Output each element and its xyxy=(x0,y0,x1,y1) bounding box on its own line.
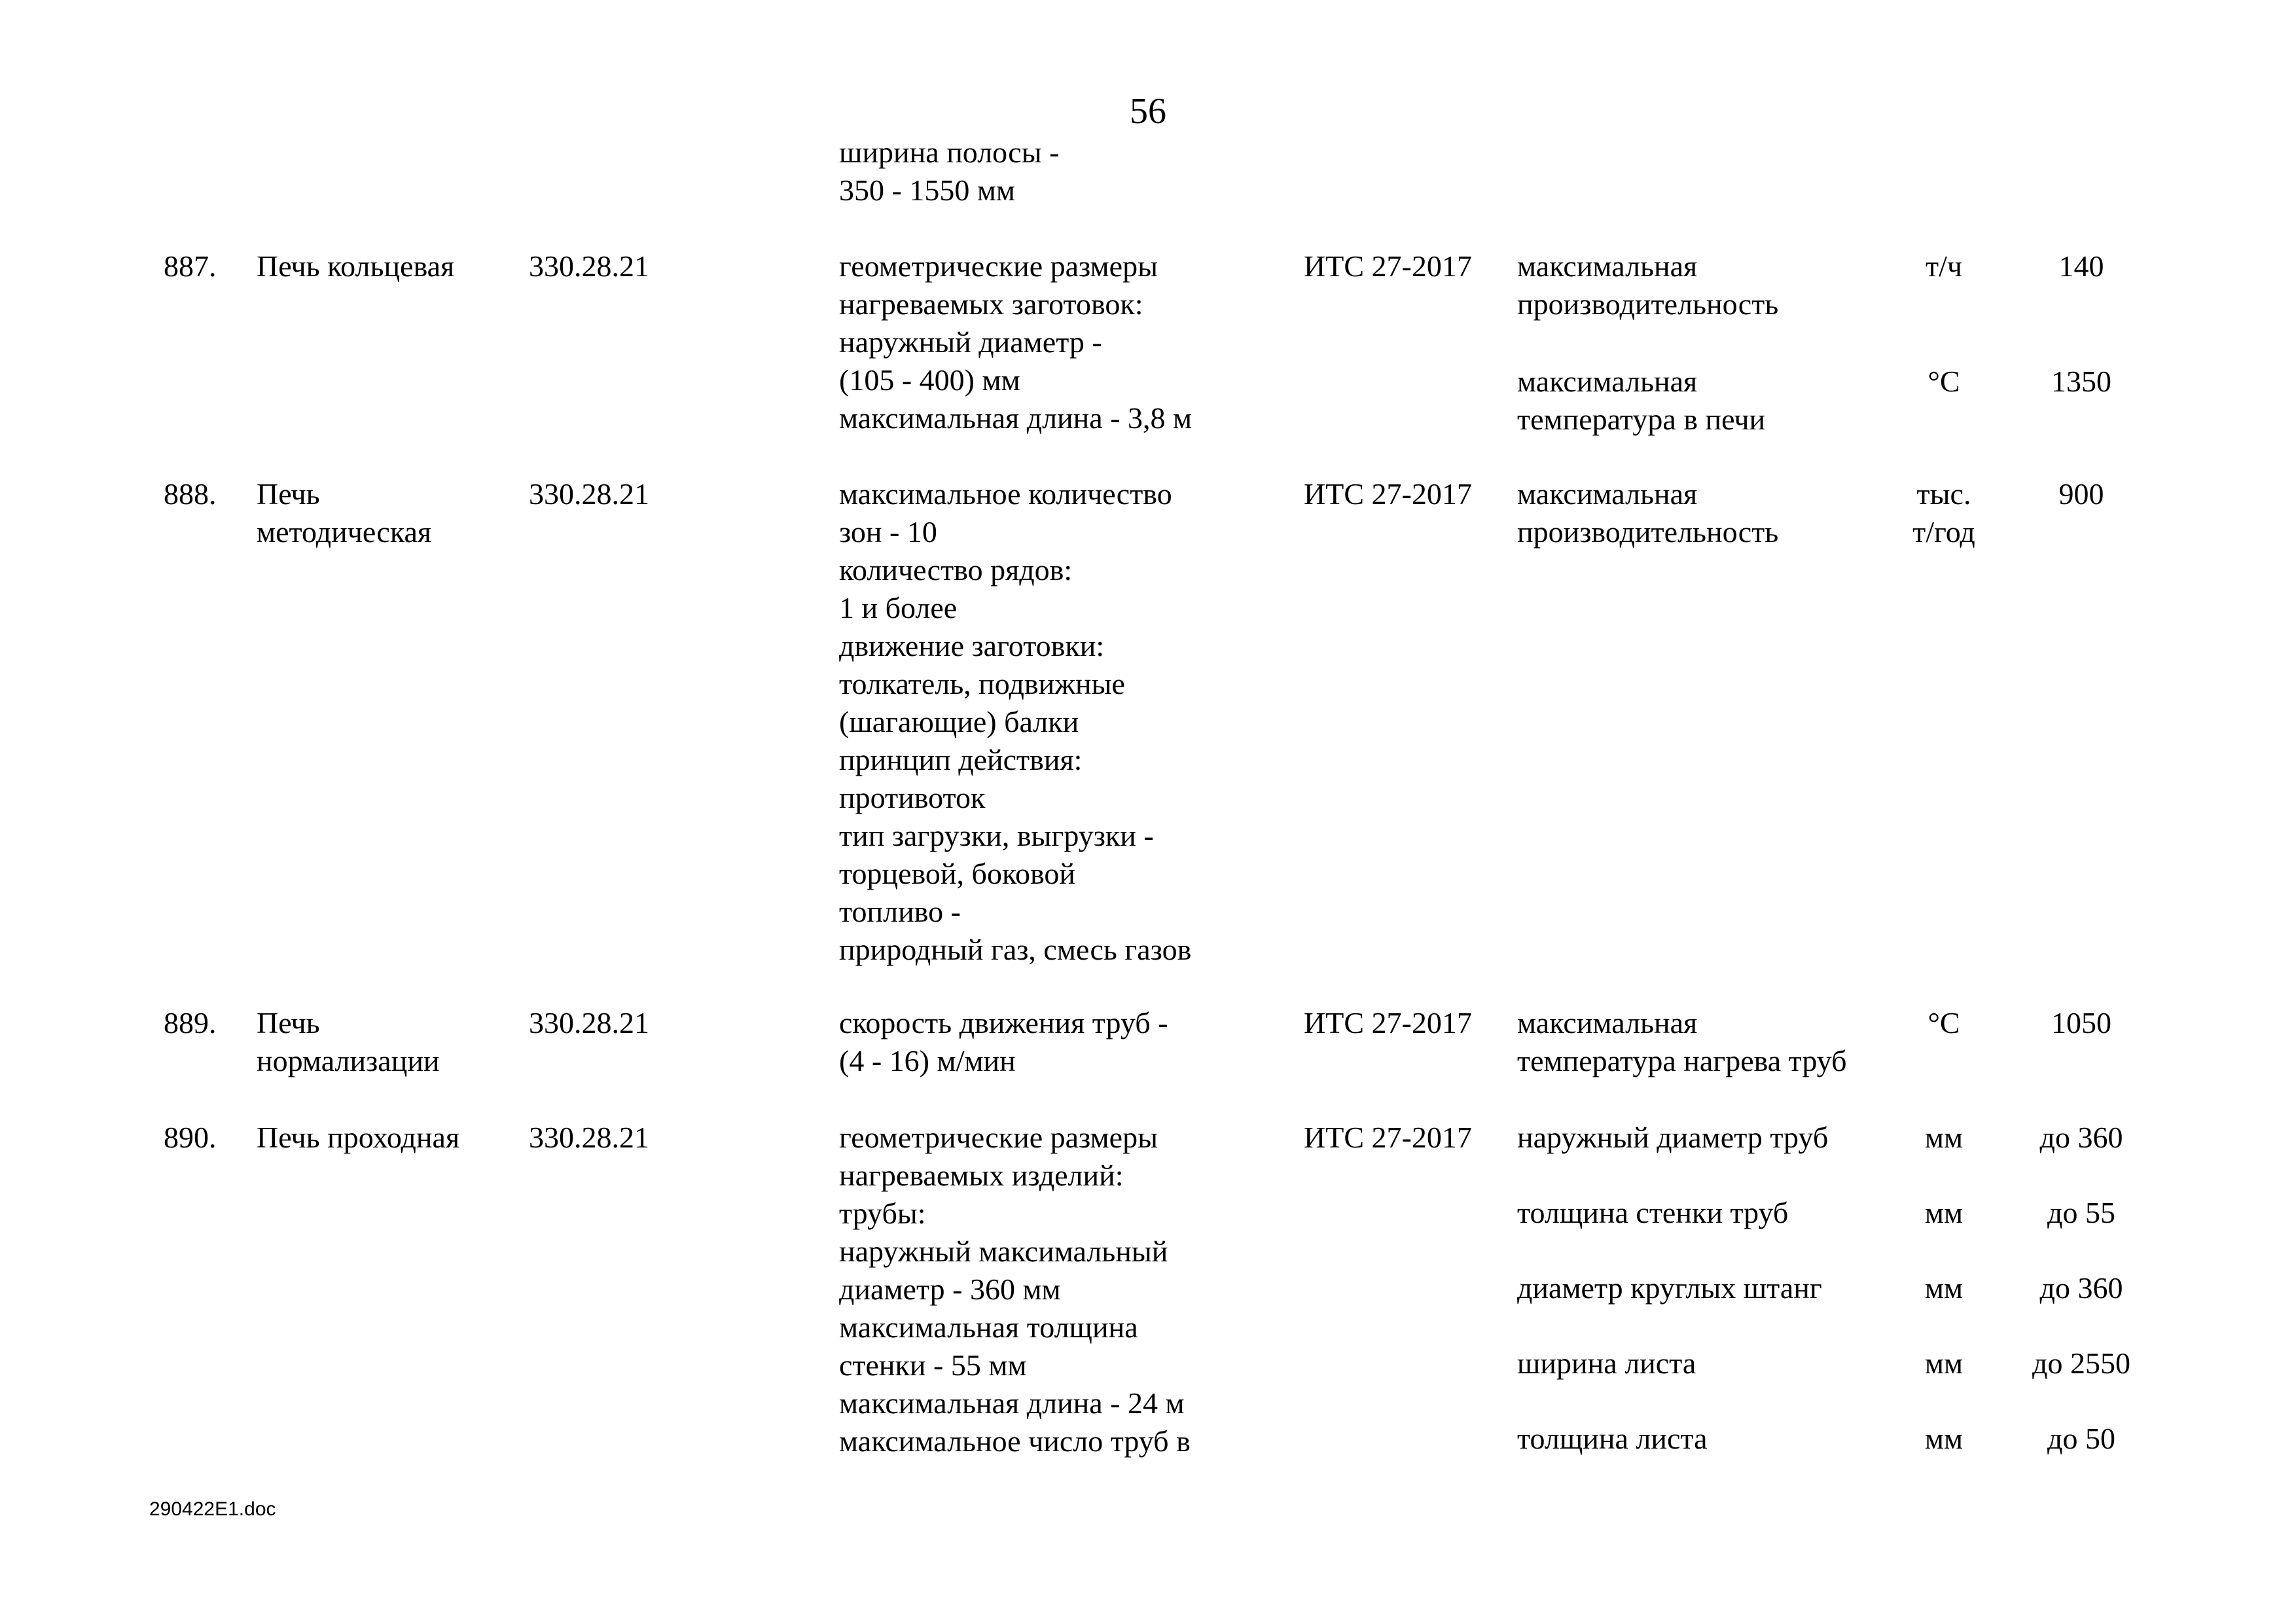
row-888-param-1-value: 900 xyxy=(2058,477,2104,511)
row-890-param-5-name: толщина листа xyxy=(1517,1422,1708,1455)
row-889-code: 330.28.21 xyxy=(529,1006,649,1039)
row-889-description: скорость движения труб - (4 - 16) м/мин xyxy=(839,1006,1168,1077)
row-887-param-1-unit: т/ч xyxy=(1925,249,1963,283)
row-890-param-4-unit: мм xyxy=(1924,1346,1964,1380)
row-890-param-3-name: диаметр круглых штанг xyxy=(1517,1271,1822,1305)
row-887-number: 887. xyxy=(164,249,217,283)
row-889-name: Печь нормализации xyxy=(257,1006,440,1077)
row-889-param-1-unit: °С xyxy=(1928,1006,1960,1039)
row-890-param-5-value: до 50 xyxy=(2047,1422,2115,1455)
row-888-description: максимальное количество зон - 10 количество рядов: 1 и более движение заготовки: толкатель, подвижные (шагающие) балки принцип действия: противоток тип загрузки, выгрузки - торцевой, боковой топливо - природный газ, смесь газов xyxy=(839,477,1192,966)
row-890-name: Печь проходная xyxy=(257,1121,460,1154)
row-887-code: 330.28.21 xyxy=(529,249,649,283)
footer-filename: 290422E1.doc xyxy=(149,1498,276,1520)
row-887-document: ИТС 27-2017 xyxy=(1304,249,1472,283)
row-887-param-2-name: максимальная температура в печи xyxy=(1517,365,1766,436)
row-888-document: ИТС 27-2017 xyxy=(1304,477,1472,511)
row-887-param-2-value: 1350 xyxy=(2051,365,2111,398)
row-890-param-2-name: толщина стенки труб xyxy=(1517,1196,1789,1229)
row-890-param-1-unit: мм xyxy=(1924,1121,1964,1154)
row-890-number: 890. xyxy=(164,1121,217,1154)
row-890-description: геометрические размеры нагреваемых изделий: трубы: наружный максимальный диаметр - 360 мм максимальная толщина стенки - 55 мм максимальная длина - 24 м максимальное число труб в xyxy=(839,1121,1191,1458)
row-887-param-2-unit: °С xyxy=(1928,365,1960,398)
row-890-param-2-unit: мм xyxy=(1924,1196,1964,1229)
page-number: 56 xyxy=(1130,91,1166,132)
row-890-param-1-value: до 360 xyxy=(2039,1121,2123,1154)
row-888-code: 330.28.21 xyxy=(529,477,649,511)
row-887-description: геометрические размеры нагреваемых заготовок: наружный диаметр - (105 - 400) мм максимальная длина - 3,8 м xyxy=(839,249,1193,435)
row-889-document: ИТС 27-2017 xyxy=(1304,1006,1472,1039)
row-889-number: 889. xyxy=(164,1006,217,1039)
row-887-name: Печь кольцевая xyxy=(257,249,455,283)
row-889-param-1-value: 1050 xyxy=(2051,1006,2111,1039)
row-890-param-4-name: ширина листа xyxy=(1517,1346,1696,1380)
row-890-param-5-unit: мм xyxy=(1924,1422,1964,1455)
row-890-param-3-unit: мм xyxy=(1924,1271,1964,1305)
row-890-code: 330.28.21 xyxy=(529,1121,649,1154)
row-890-param-4-value: до 2550 xyxy=(2032,1346,2130,1380)
row-890-param-3-value: до 360 xyxy=(2039,1271,2123,1305)
row-889-param-1-name: максимальная температура нагрева труб xyxy=(1517,1006,1847,1077)
row-888-name: Печь методическая xyxy=(257,477,432,549)
row-888-number: 888. xyxy=(164,477,217,511)
row-887-param-1-name: максимальная производительность xyxy=(1517,249,1779,321)
row-890-param-1-name: наружный диаметр труб xyxy=(1517,1121,1829,1154)
row-888-param-1-unit: тыс. т/год xyxy=(1912,477,1975,549)
row-890-document: ИТС 27-2017 xyxy=(1304,1121,1472,1154)
carry-over-description: ширина полосы - 350 - 1550 мм xyxy=(839,135,1060,207)
row-890-param-2-value: до 55 xyxy=(2047,1196,2115,1229)
row-887-param-1-value: 140 xyxy=(2058,249,2104,283)
row-888-param-1-name: максимальная производительность xyxy=(1517,477,1779,549)
